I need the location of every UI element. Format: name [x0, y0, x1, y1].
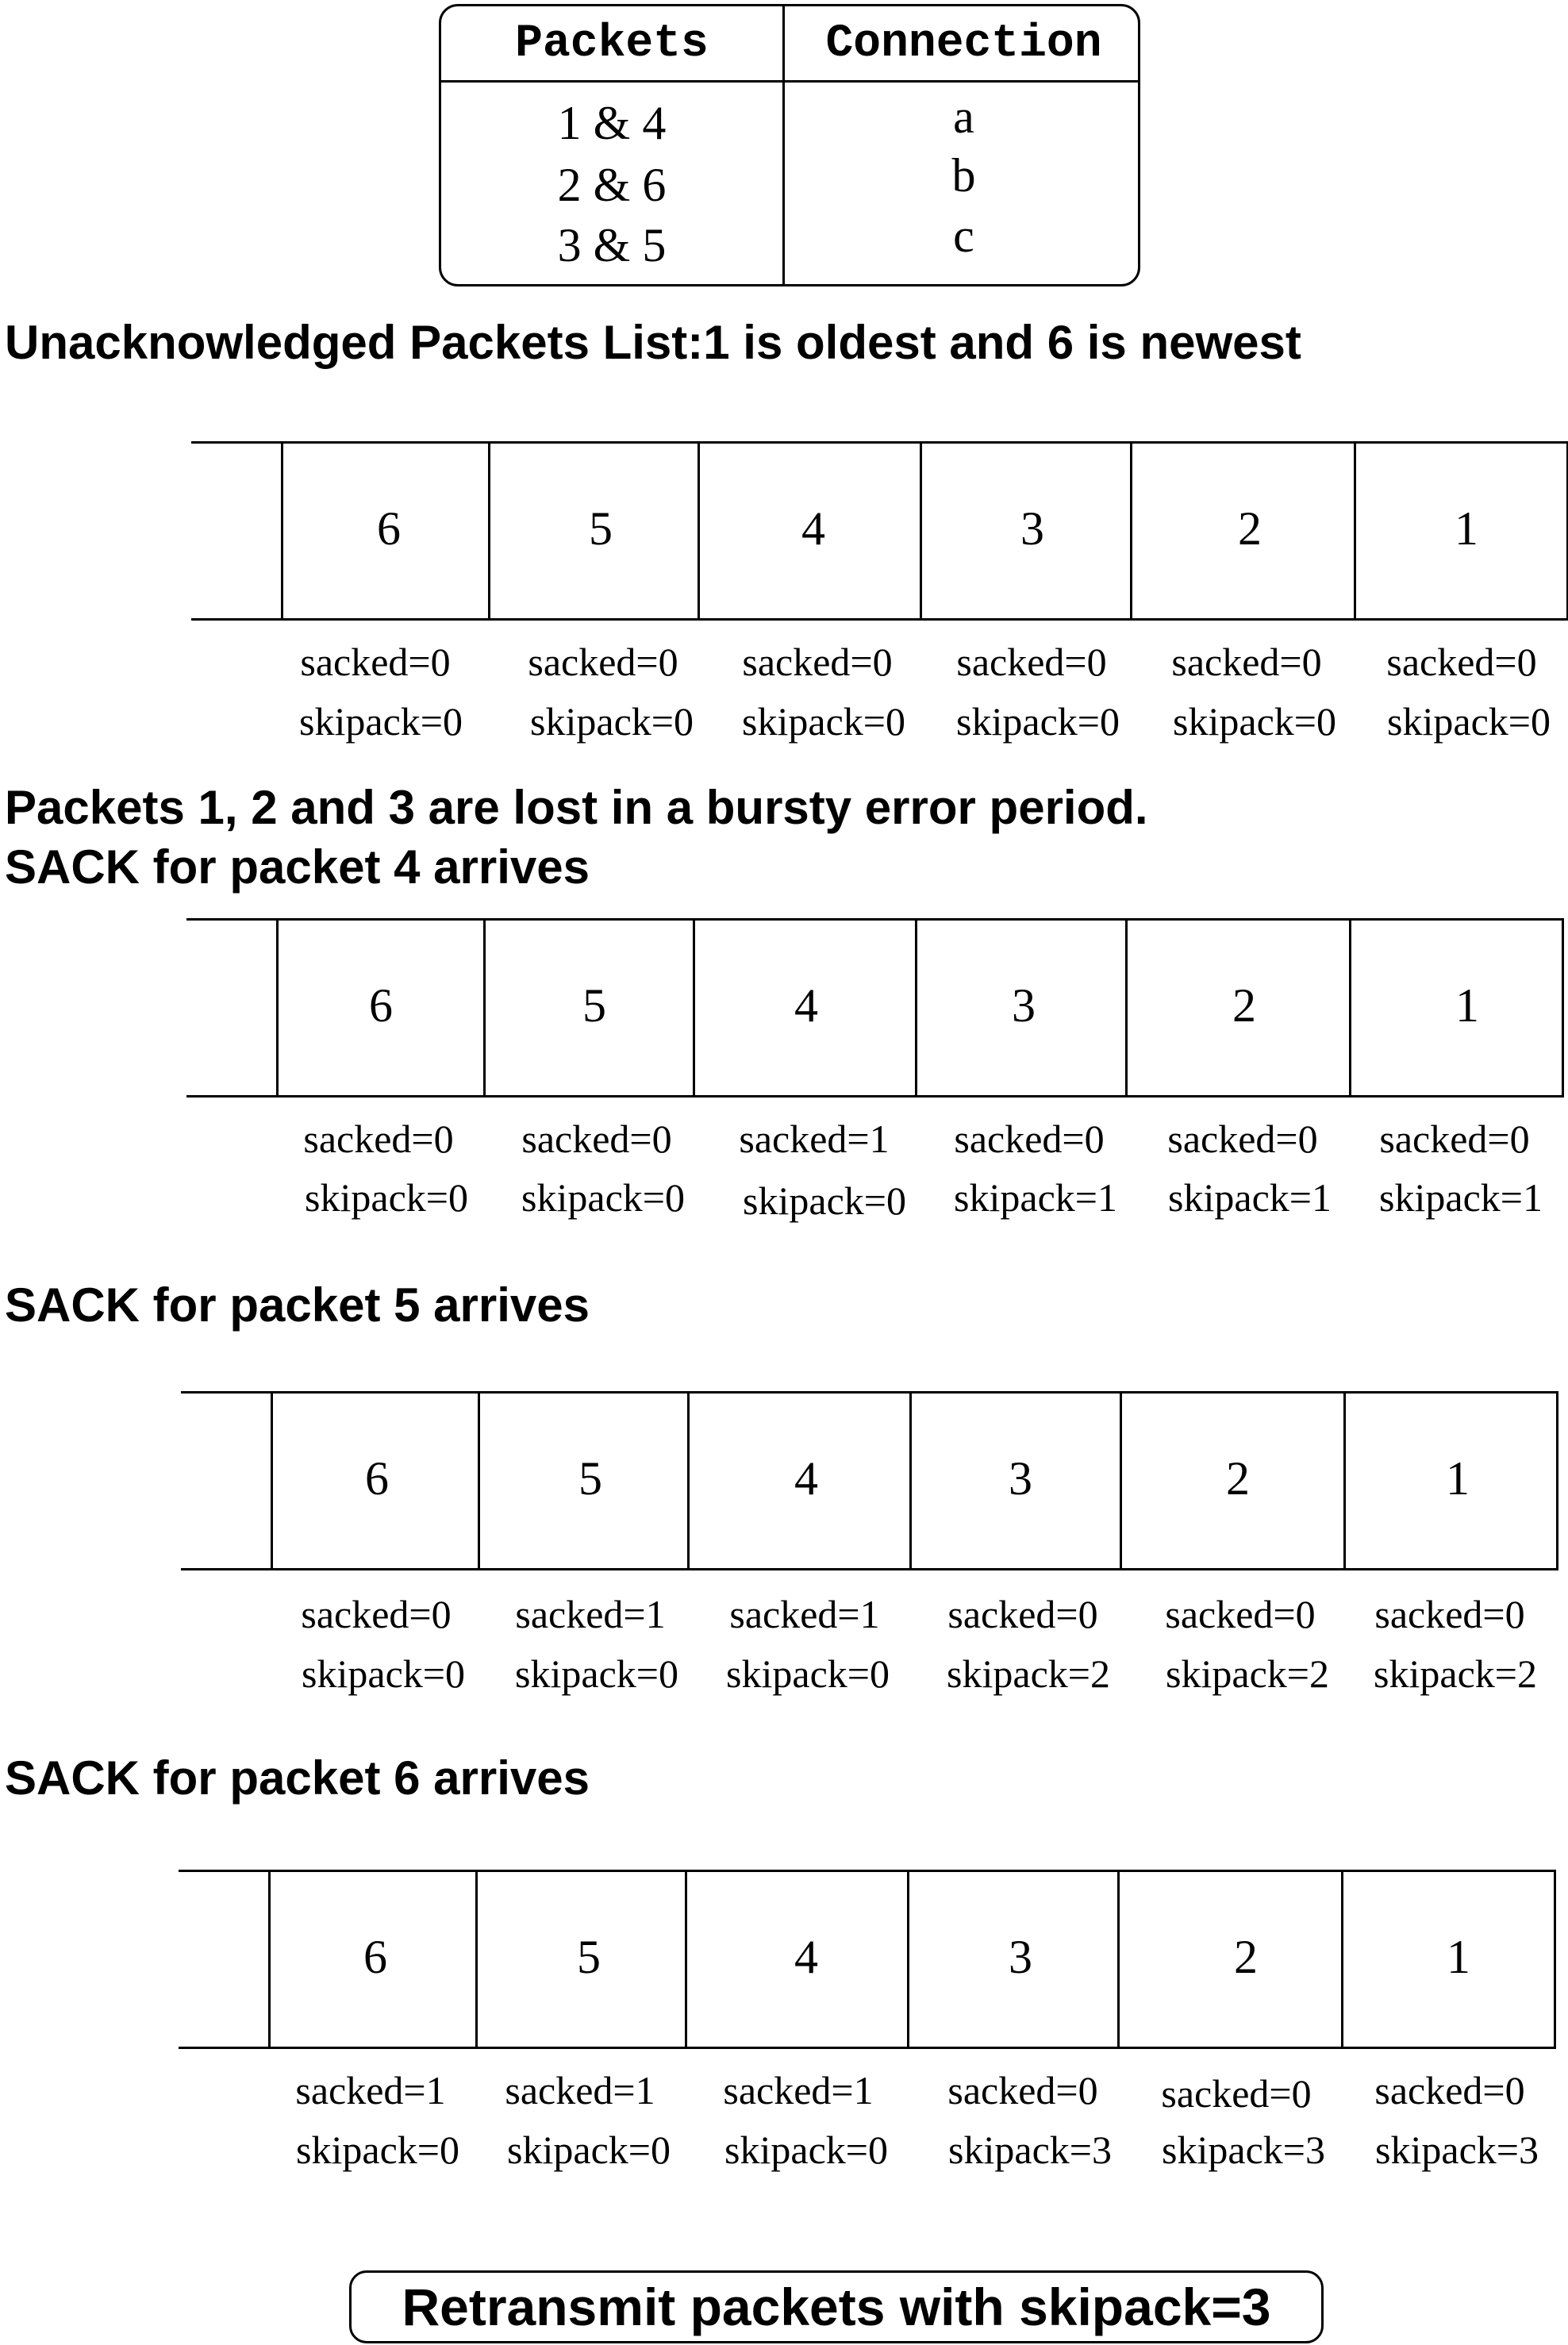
- cell-divider: [271, 1391, 273, 1570]
- packet-number: 4: [801, 502, 825, 555]
- skipack-label: skipack=1: [954, 1175, 1117, 1220]
- sacked-label: sacked=0: [1386, 640, 1537, 684]
- skipack-label: skipack=0: [724, 2128, 888, 2172]
- packet-number: 6: [369, 979, 393, 1032]
- sacked-label: sacked=1: [723, 2068, 874, 2112]
- sacked-label: sacked=1: [739, 1117, 890, 1161]
- stage-heading: Packets 1, 2 and 3 are lost in a bursty error period.: [5, 781, 1148, 834]
- packet-number: 4: [794, 979, 818, 1032]
- skipack-label: skipack=0: [302, 1651, 465, 1696]
- cell-divider: [1120, 1391, 1122, 1570]
- sacked-label: sacked=0: [1171, 640, 1322, 684]
- stage-heading: SACK for packet 4 arrives: [5, 840, 590, 894]
- stage-heading: SACK for packet 6 arrives: [5, 1751, 590, 1805]
- cell-divider: [281, 441, 283, 621]
- packet-list-strip: [186, 918, 1564, 1098]
- sacked-label: sacked=0: [1374, 1592, 1525, 1636]
- cell-divider: [1343, 1391, 1346, 1570]
- legend-packets-cell: 2 & 6: [557, 159, 667, 211]
- sacked-label: sacked=0: [1167, 1117, 1318, 1161]
- skipack-label: skipack=0: [521, 1175, 685, 1220]
- skipack-label: skipack=0: [1387, 699, 1551, 744]
- packet-number: 1: [1455, 979, 1479, 1032]
- packet-number: 3: [1020, 502, 1044, 555]
- cell-divider: [909, 1391, 912, 1570]
- packet-number: 2: [1234, 1931, 1258, 1983]
- sacked-label: sacked=0: [947, 2068, 1098, 2112]
- sacked-label: sacked=0: [1165, 1592, 1316, 1636]
- skipack-label: skipack=1: [1379, 1175, 1543, 1220]
- sacked-label: sacked=0: [528, 640, 678, 684]
- skipack-label: skipack=0: [956, 699, 1120, 744]
- sacked-label: sacked=0: [947, 1592, 1098, 1636]
- cell-divider: [915, 918, 917, 1098]
- sacked-label: sacked=0: [1379, 1117, 1530, 1161]
- skipack-label: skipack=3: [1375, 2128, 1539, 2172]
- packet-number: 3: [1009, 1452, 1032, 1505]
- cell-divider: [1354, 441, 1356, 621]
- strip-bottom-border: [186, 1095, 1564, 1098]
- skipack-label: skipack=2: [1166, 1651, 1329, 1696]
- sacked-label: sacked=1: [729, 1592, 880, 1636]
- skipack-label: skipack=2: [947, 1651, 1110, 1696]
- sacked-label: sacked=0: [1161, 2071, 1312, 2116]
- skipack-label: skipack=0: [299, 699, 463, 744]
- legend-connection-cell: a: [953, 90, 974, 143]
- strip-bottom-border: [181, 1568, 1558, 1570]
- skipack-label: skipack=0: [530, 699, 694, 744]
- cell-divider: [1554, 1870, 1556, 2049]
- packet-list-strip: [181, 1391, 1558, 1570]
- legend-header-divider: [441, 80, 1138, 83]
- cell-divider: [478, 1391, 480, 1570]
- skipack-label: skipack=3: [948, 2128, 1112, 2172]
- skipack-label: skipack=2: [1374, 1651, 1537, 1696]
- packet-number: 1: [1446, 1452, 1470, 1505]
- cell-divider: [268, 1870, 271, 2049]
- sacked-label: sacked=0: [301, 1592, 452, 1636]
- strip-bottom-border: [179, 2047, 1556, 2049]
- cell-divider: [475, 1870, 478, 2049]
- skipack-label: skipack=0: [742, 699, 905, 744]
- packet-number: 2: [1238, 502, 1262, 555]
- packet-number: 4: [794, 1931, 818, 1983]
- sacked-label: sacked=1: [515, 1592, 666, 1636]
- packet-number: 6: [365, 1452, 389, 1505]
- stage-heading: Unacknowledged Packets List:1 is oldest and 6 is newest: [5, 316, 1301, 369]
- cell-divider: [698, 441, 700, 621]
- packet-number: 3: [1012, 979, 1036, 1032]
- skipack-label: skipack=0: [726, 1651, 890, 1696]
- sacked-label: sacked=0: [954, 1117, 1105, 1161]
- cell-divider: [685, 1870, 687, 2049]
- sacked-label: sacked=0: [742, 640, 893, 684]
- packet-number: 6: [377, 502, 401, 555]
- skipack-label: skipack=0: [296, 2128, 459, 2172]
- cell-divider: [1556, 1391, 1558, 1570]
- skipack-label: skipack=0: [507, 2128, 671, 2172]
- retransmit-result-box: Retransmit packets with skipack=3: [349, 2270, 1324, 2343]
- cell-divider: [687, 1391, 690, 1570]
- packet-number: 5: [582, 979, 606, 1032]
- skipack-label: skipack=3: [1162, 2128, 1325, 2172]
- sacked-label: sacked=0: [1374, 2068, 1525, 2112]
- cell-divider: [907, 1870, 909, 2049]
- packet-number: 2: [1232, 979, 1256, 1032]
- packet-list-strip: [179, 1870, 1556, 2049]
- skipack-label: skipack=1: [1168, 1175, 1332, 1220]
- packet-list-strip: [191, 441, 1568, 621]
- cell-divider: [276, 918, 279, 1098]
- strip-bottom-border: [191, 618, 1568, 621]
- packet-number: 5: [578, 1452, 602, 1505]
- sacked-label: sacked=1: [295, 2068, 446, 2112]
- legend-packets-cell: 1 & 4: [557, 97, 667, 149]
- skipack-label: skipack=0: [1173, 699, 1336, 744]
- sacked-label: sacked=0: [303, 1117, 454, 1161]
- cell-divider: [1341, 1870, 1343, 2049]
- packet-number: 2: [1226, 1452, 1250, 1505]
- legend-packets-cell: 3 & 5: [557, 219, 667, 271]
- packet-number: 1: [1447, 1931, 1470, 1983]
- packet-number: 1: [1455, 502, 1478, 555]
- packet-number: 5: [577, 1931, 601, 1983]
- sacked-label: sacked=0: [521, 1117, 672, 1161]
- sacked-label: sacked=1: [505, 2068, 655, 2112]
- legend-header-packets: Packets: [515, 18, 709, 70]
- cell-divider: [488, 441, 490, 621]
- strip-top-border: [181, 1391, 1558, 1394]
- sacked-label: sacked=0: [956, 640, 1107, 684]
- strip-top-border: [179, 1870, 1556, 1872]
- stage-heading: SACK for packet 5 arrives: [5, 1278, 590, 1332]
- cell-divider: [1562, 918, 1564, 1098]
- cell-divider: [1125, 918, 1128, 1098]
- packet-number: 4: [794, 1452, 818, 1505]
- legend-header-connection: Connection: [825, 18, 1102, 70]
- packet-number: 5: [589, 502, 613, 555]
- cell-divider: [483, 918, 486, 1098]
- legend-connection-cell: c: [953, 210, 974, 262]
- cell-divider: [1130, 441, 1132, 621]
- cell-divider: [1117, 1870, 1120, 2049]
- sacked-label: sacked=0: [300, 640, 451, 684]
- cell-divider: [920, 441, 922, 621]
- skipack-label: skipack=0: [743, 1178, 906, 1223]
- cell-divider: [1349, 918, 1351, 1098]
- skipack-label: skipack=0: [305, 1175, 468, 1220]
- strip-top-border: [191, 441, 1568, 444]
- skipack-label: skipack=0: [515, 1651, 678, 1696]
- packet-number: 3: [1009, 1931, 1032, 1983]
- connection-legend-table: [439, 4, 1140, 286]
- legend-connection-cell: b: [951, 149, 976, 202]
- strip-top-border: [186, 918, 1564, 921]
- packet-number: 6: [363, 1931, 387, 1983]
- cell-divider: [693, 918, 695, 1098]
